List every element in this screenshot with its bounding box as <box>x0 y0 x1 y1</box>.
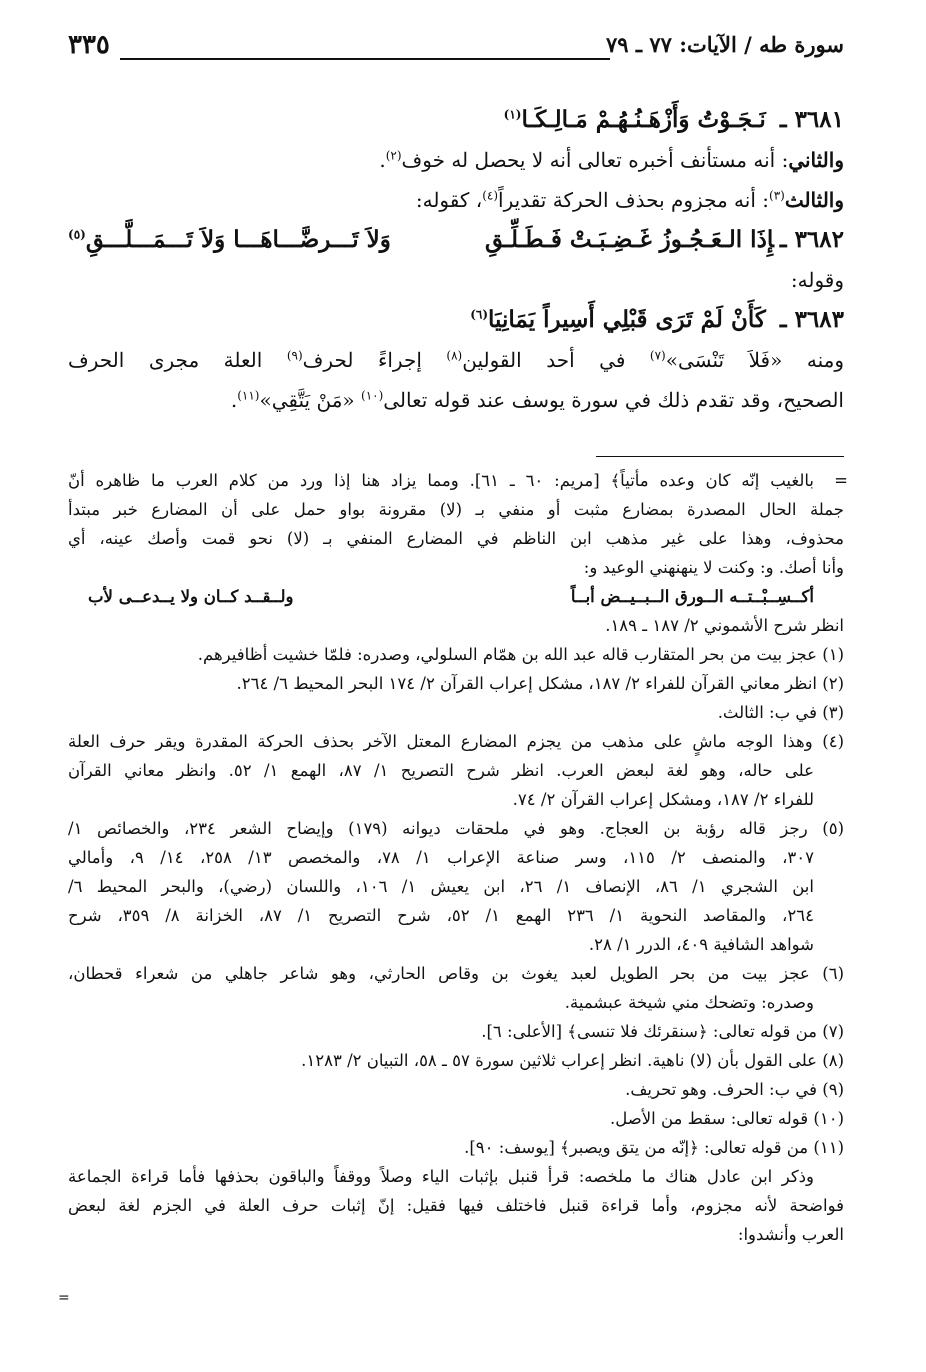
verse-3682 <box>68 220 844 260</box>
footnote-ref: (٤) <box>482 188 499 203</box>
paragraph-line-1 <box>68 340 844 380</box>
footnote-ref: (٢) <box>385 148 402 163</box>
paragraph-text: ، كقوله: <box>415 188 483 212</box>
paragraph-text: العلة مجرى الحرف <box>68 348 287 372</box>
footnote-9: (٩) في ب: الحرف. وهو تحريف. <box>625 1080 844 1099</box>
verse-3681 <box>68 100 844 140</box>
footnote-4: (٤) وهذا الوجه ماشٍ على مذهب من يجزم المضارع المعتل الآخر بحذف الحركة المقدرة ويقر حرف العلة <box>68 732 844 751</box>
footnote-continuation-line: جملة الحال المصدرة بمضارع مثبت أو منفي بـ (لا) مقرونة بواو حمل على أن المضارع خبر مبتدأ <box>68 500 844 519</box>
footnote-4-cont: للفراء ٢/ ١٨٧، ومشكل إعراب القرآن ٢/ ٧٤. <box>512 790 814 809</box>
header-rule <box>120 58 610 60</box>
footnote-ref: (١) <box>503 107 522 122</box>
period: . <box>230 388 238 412</box>
page-header <box>68 30 844 70</box>
period: . <box>379 148 386 172</box>
footnote-11-cont: العرب وأنشدوا: <box>737 1225 844 1244</box>
verse-text: كَأَنْ لَمْ تَرَى قَبْلِي أَسِيراً يَمَانِيَا <box>488 306 766 333</box>
continuation-mark: = <box>834 471 848 490</box>
paragraph-second <box>68 140 844 180</box>
paragraph-text: : أنه مجزوم بحذف الحركة تقديراً <box>498 188 769 212</box>
footnote-5: (٥) رجز قاله رؤبة بن العجاج. وهو في ملحقات ديوانه (١٧٩) وإيضاح الشعر ٢٣٤، والخصائص ١/ <box>68 819 844 838</box>
paragraph-text: ومنه «فَلاَ تَنْسَى» <box>665 348 844 372</box>
footnote-ref: (٦) <box>470 307 489 322</box>
footnote-5-cont: ابن الشجري ١/ ٨٦، الإنصاف ١/ ٢٦، ابن يعيش ١/ ١٠٦، واللسان (رضي)، والبحر المحيط ٦/ <box>68 877 814 896</box>
hemistich-text: إِذَا الـعَـجُـوزُ غَـضِـبَـتْ فَـطَـلِّـقِ <box>485 226 774 253</box>
footnote-separator <box>596 456 844 457</box>
paragraph-and-his-saying: وقوله: <box>790 268 844 292</box>
footnote-11-cont: وذكر ابن عادل هناك ما ملخصه: قرأ قنبل بإثبات الياء وصلاً ووقفاً والباقون بحذفها فأما قراءة الجماعة <box>68 1167 814 1186</box>
poem-hemistich-2: ولــقــد كــان ولا يــدعــى لأب <box>88 587 294 606</box>
footnote-continuation-line: محذوف، وهذا على غير مذهب ابن الناظم في المضارع المنفي بـ (لا) نحو قمت وأصك عينه، أي <box>68 529 844 548</box>
footnote-ref: (١٠) <box>361 388 384 403</box>
footnote-7: (٧) من قوله تعالى: ﴿سنقرئك فلا تنسى﴾ [الأعلى: ٦]. <box>481 1022 844 1041</box>
term-second: والثاني <box>788 148 844 172</box>
footnote-5-cont: شواهد الشافية ٤٠٩، الدرر ١/ ٢٨. <box>588 935 814 954</box>
footnote-ref: (٨) <box>446 348 463 363</box>
footnote-continuation-line <box>68 466 848 495</box>
poem-hemistich-1: أكــسِــبْــتــه الــورق الــبــيــض أبــاً <box>570 587 814 606</box>
paragraph-text: الصحيح، وقد تقدم ذلك في سورة يوسف عند قوله تعالى <box>383 388 844 412</box>
footnote-6: (٦) عجز بيت من بحر الطويل لعبد يغوث بن وقاص الحارثي، وهو شاعر جاهلي من شعراء قحطان، <box>68 964 844 983</box>
footnote-6-cont: وصدره: وتضحك مني شيخة عبشمية. <box>564 993 814 1012</box>
footnote-ref: (٧) <box>649 348 666 363</box>
verse-3683 <box>68 300 844 340</box>
hemistich-text: وَلاَ تَـــرضَّـــاهَـــا وَلاَ تَـــمَـــلَّـــقِ <box>85 226 391 253</box>
paragraph-text: في أحد القولين <box>462 348 650 372</box>
footnote-continuation-line: وأنا أصك. و: وكنت لا ينهنهني الوعيد و: <box>583 558 844 577</box>
footnotes <box>68 466 848 1249</box>
footnote-ref: (٣) <box>769 188 785 203</box>
page-number: ٣٣٥ <box>68 30 110 60</box>
verse-number: ٣٦٨١ ـ <box>779 106 844 133</box>
footnote-2: (٢) انظر معاني القرآن للفراء ٢/ ١٨٧، مشكل إعراب القرآن ٢/ ١٧٤ البحر المحيط ٦/ ٢٦٤. <box>236 674 844 693</box>
footnote-ref: (١١) <box>237 388 260 403</box>
verse-number: ٣٦٨٣ ـ <box>779 306 844 333</box>
footnote-poem <box>68 582 844 611</box>
footnote-3: (٣) في ب: الثالث. <box>717 703 844 722</box>
footnote-11: (١١) من قوله تعالى: ﴿إنّه من يتق ويصبر﴾ [يوسف: ٩٠]. <box>464 1138 844 1157</box>
verse-text: نَـجَـوْتُ وَأَزْهَـنُـهُـمْ مَـالِـكَـا <box>521 106 766 133</box>
footnote-text: بالغيب إنّه كان وعده مأتياً﴾ [مريم: ٦٠ ـ ٦١]. ومما يزاد هنا إذا ورد من كلام العرب ما ظاهره أنّ <box>68 471 814 490</box>
running-title: سورة طه / الآيات: ٧٧ ـ ٧٩ <box>606 32 844 57</box>
footnote-11-cont: فواضحة لأنه مجزوم، وأما قراءة قنبل فاختلف فيها فقيل: إنّ إثبات حرف العلة في الجزم لغة لبعض <box>68 1196 844 1215</box>
footnote-10: (١٠) قوله تعالى: سقط من الأصل. <box>609 1109 844 1128</box>
paragraph-line-2 <box>68 380 844 420</box>
paragraph-third <box>68 180 844 220</box>
footnote-ref: (٩) <box>286 348 303 363</box>
verse-number: ٣٦٨٢ ـ <box>779 226 844 253</box>
footnote-1: (١) عجز بيت من بحر المتقارب قاله عبد الله بن همّام السلولي، وصدره: فلمّا خشيت أظافيرهم. <box>197 645 844 664</box>
paragraph-text: إجراءً لحرف <box>302 348 447 372</box>
footnote-5-cont: ٢٦٤، والمقاصد النحوية ١/ ٢٣٦ الهمع ١/ ٥٢، شرح التصريح ١/ ٨٧، الخزانة ٨/ ٣٥٩، شرح <box>68 906 814 925</box>
footnote-ref: (٥) <box>68 227 86 242</box>
footnote-4-cont: على حاله، وهو لغة لبعض العرب. انظر شرح التصريح ١/ ٨٧، الهمع ١/ ٥٢. وانظر معاني القرآن <box>68 761 814 780</box>
footnote-reference: انظر شرح الأشموني ٢/ ١٨٧ ـ ١٨٩. <box>605 616 844 635</box>
paragraph-text: : أنه مستأنف أخبره تعالى أنه لا يحصل له خوف <box>401 148 789 172</box>
paragraph-text: «مَنْ يَتَّقِي» <box>259 388 361 412</box>
footnote-8: (٨) على القول بأن (لا) ناهية. انظر إعراب ثلاثين سورة ٥٧ ـ ٥٨، التبيان ٢/ ١٢٨٣. <box>301 1051 844 1070</box>
margin-mark: = <box>58 1290 70 1306</box>
footnote-5-cont: ٣٠٧، والمنصف ٢/ ١١٥، وسر صناعة الإعراب ١/ ٧٨، والمخصص ١٣/ ٢٥٨، ١٤/ ٩، وأمالي <box>68 848 815 867</box>
main-text <box>68 100 844 420</box>
term-third: والثالث <box>784 188 844 212</box>
verse-hemistich-1 <box>485 220 844 260</box>
verse-hemistich-2 <box>68 220 391 260</box>
